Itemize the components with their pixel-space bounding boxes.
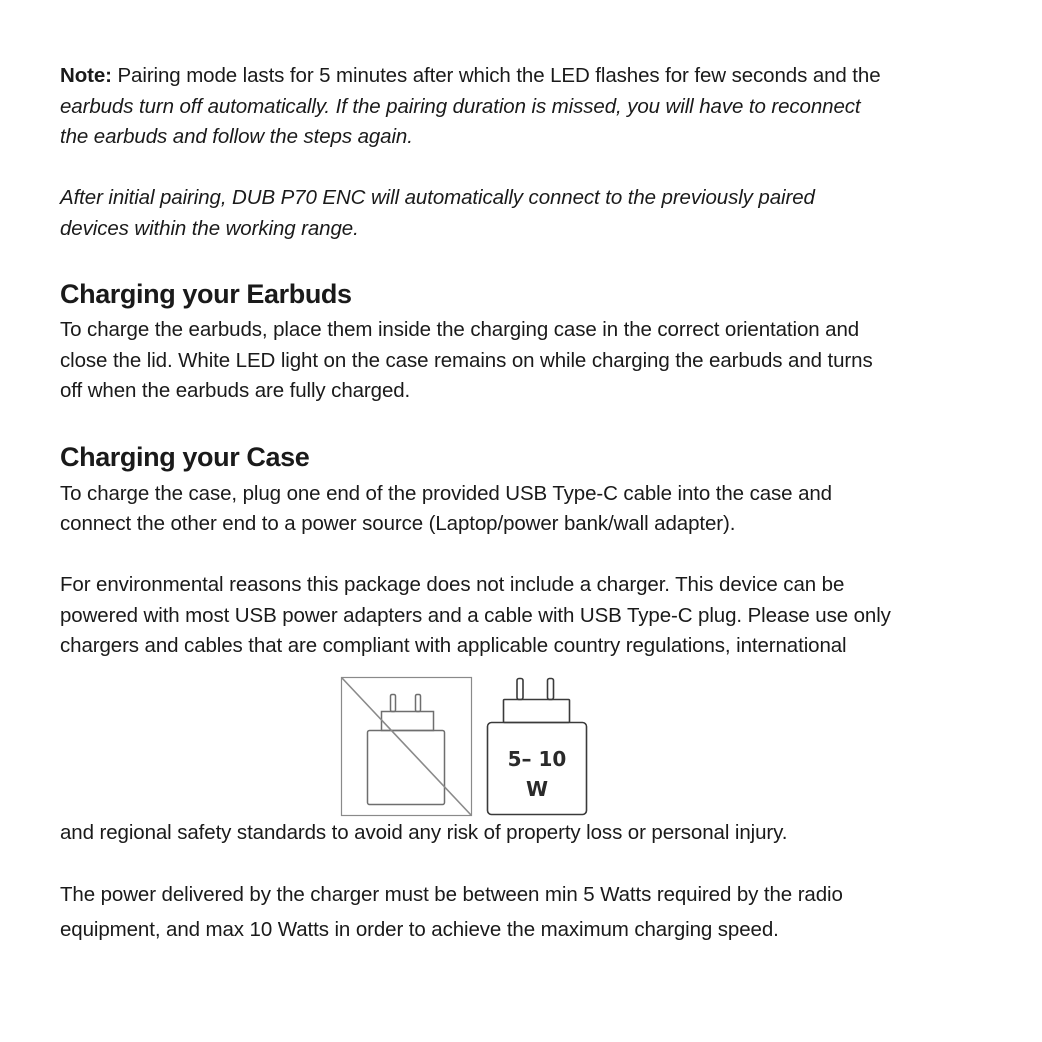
environment-line-2: powered with most USB power adapters and a cable with USB Type-C plug. Please use only bbox=[60, 604, 891, 627]
power-line-2: equipment, and max 10 Watts in order to achieve the maximum charging speed. bbox=[60, 918, 779, 941]
crossed-frame bbox=[342, 678, 472, 816]
case-line-1: To charge the case, plug one end of the provided USB Type-C cable into the case and bbox=[60, 482, 832, 505]
environment-line-4: and regional safety standards to avoid any risk of property loss or personal injury. bbox=[60, 821, 788, 844]
earbuds-line-1: To charge the earbuds, place them inside the charging case in the correct orientation and bbox=[60, 318, 860, 341]
note-line-2: earbuds turn off automatically. If the pairing duration is missed, you will have to reconnect bbox=[60, 95, 861, 118]
power-range-label: 5– 10 bbox=[507, 747, 567, 771]
case-line-2: connect the other end to a power source (Laptop/power bank/wall adapter). bbox=[60, 512, 736, 535]
environment-line-3: chargers and cables that are compliant with applicable country regulations, international bbox=[60, 634, 847, 657]
auto-connect-line-1: After initial pairing, DUB P70 ENC will automatically connect to the previously paired bbox=[60, 186, 815, 209]
section-heading-earbuds: Charging your Earbuds bbox=[60, 279, 352, 309]
environment-line-1: For environmental reasons this package does not include a charger. This device can be bbox=[60, 573, 845, 596]
charger-not-included-icon bbox=[342, 678, 472, 816]
rated-charger-body bbox=[488, 723, 587, 815]
rated-prong-left bbox=[517, 679, 523, 700]
power-unit-label: W bbox=[525, 777, 549, 801]
rated-plug-head bbox=[504, 700, 570, 723]
earbuds-line-3: off when the earbuds are fully charged. bbox=[60, 379, 411, 402]
note-text: Pairing mode lasts for 5 minutes after which the LED flashes for few seconds and the bbox=[111, 64, 881, 87]
note-label: Note: bbox=[60, 64, 112, 87]
charger-power-rating-icon bbox=[488, 679, 587, 815]
charger-prong-right bbox=[416, 695, 421, 712]
note-line-1 bbox=[60, 64, 881, 88]
power-line-1: The power delivered by the charger must be between min 5 Watts required by the radio bbox=[60, 883, 843, 906]
strike-line bbox=[342, 678, 471, 815]
earbuds-line-2: close the lid. White LED light on the case remains on while charging the earbuds and turns bbox=[60, 349, 873, 372]
rated-prong-right bbox=[548, 679, 554, 700]
auto-connect-line-2: devices within the working range. bbox=[60, 217, 359, 240]
note-line-3: the earbuds and follow the steps again. bbox=[60, 125, 413, 148]
charger-body bbox=[368, 731, 445, 805]
charger-prong-left bbox=[391, 695, 396, 712]
charger-plug-head bbox=[382, 712, 434, 731]
section-heading-case: Charging your Case bbox=[60, 442, 310, 472]
